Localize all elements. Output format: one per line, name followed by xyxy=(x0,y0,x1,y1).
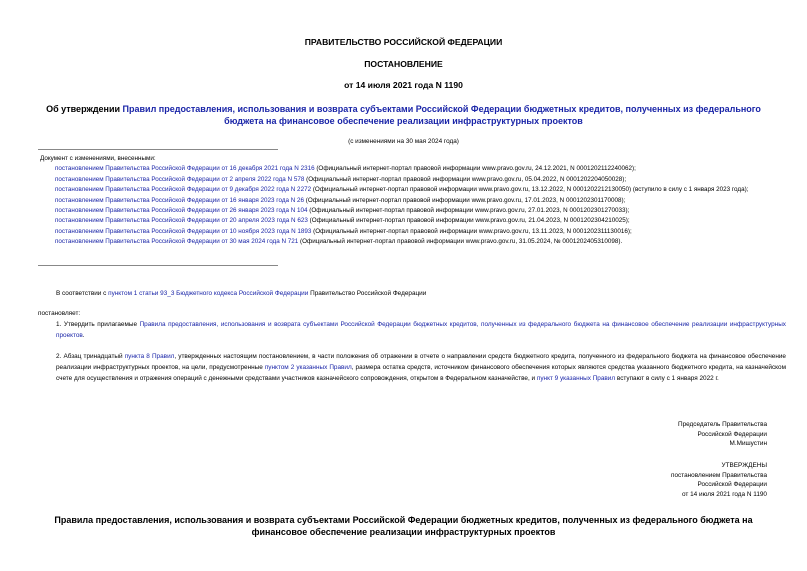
amendment-link[interactable]: постановлением Правительства Российской Федерации от 2 апреля 2022 года N 578 xyxy=(55,175,305,183)
rules-title: Правила предоставления, использования и возврата субъектами Российской Федерации бюджетных кредитов, полученных из федерального бюджета на финансовое обеспечение реализации инфраструктурных проектов xyxy=(54,515,753,537)
approval-block: УТВЕРЖДЕНЫ постановлением Правительства Российской Федерации от 14 июля 2021 года N 1190 xyxy=(671,462,767,498)
preamble: В соответствии с пунктом 1 статьи 93_3 Бюджетного кодекса Российской Федерации Правительство Российской Федерации xyxy=(56,290,427,297)
signer-name: М.Мишустин xyxy=(729,440,767,448)
divider-bottom xyxy=(38,265,278,266)
authority-heading: ПРАВИТЕЛЬСТВО РОССИЙСКОЙ ФЕДЕРАЦИИ xyxy=(304,37,503,47)
rules-link[interactable]: Правила предоставления, использования и возврата субъектами Российской Федерации бюджетных кредитов, полученных из федерального бюджета на финансовое обеспечение реализации инфраструктурных проектов xyxy=(56,321,786,339)
decides-text: постановляет: xyxy=(38,310,81,317)
doc-type-heading: ПОСТАНОВЛЕНИЕ xyxy=(364,59,443,69)
date-number-heading: от 14 июля 2021 года N 1190 xyxy=(344,80,463,90)
rules-point-8-link[interactable]: пункта 8 Правил xyxy=(124,353,175,360)
point-2: 2. Абзац тринадцатый пункта 8 Правил, утвержденных настоящим постановлением, в части положения об отражении в отчете о направлении средств бюджетного кредита, полученного из федерального бюджета на финансовое обеспечение реализации инфраструктурных проектов, на цели, предусмотренные пунктом 2 указанных Правил, размера остатка средств, источником финансового обеспечения которых являются средства указанного бюджетного кредита, на казначейском счете для осуществления и отражения операций с денежными средствами участников казначейского сопровождения, открытом в Федеральном казначействе, и пункт 9 указанных Правил вступают в силу с 1 января 2022 г. xyxy=(56,353,786,382)
amendment-link[interactable]: постановлением Правительства Российской Федерации от 20 апреля 2023 года N 623 xyxy=(55,217,308,225)
approved-label: УТВЕРЖДЕНЫ xyxy=(721,462,767,469)
amendment-item: постановлением Правительства Российской Федерации от 16 января 2023 года N 26 (Официальный интернет-портал правовой информации www.pravo.gov.ru, 17.01.2023, N 0001202301170008); xyxy=(55,196,626,204)
signer-position-2: Российской Федерации xyxy=(697,430,767,438)
budget-code-link[interactable]: пунктом 1 статьи 93_3 Бюджетного кодекса Российской Федерации xyxy=(108,290,309,297)
amendment-link[interactable]: постановлением Правительства Российской Федерации от 30 мая 2024 года N 721 xyxy=(55,238,299,246)
title-rules-link[interactable]: Правил предоставления, использования и возврата субъектами Российской Федерации бюджетных кредитов, полученных из федерального бюджета на финансовое обеспечение реализации инфраструктурных проектов xyxy=(122,104,761,126)
amendment-link[interactable]: постановлением Правительства Российской Федерации от 16 декабря 2021 года N 2316 xyxy=(55,165,315,173)
amendment-item: постановлением Правительства Российской Федерации от 26 января 2023 года N 104 (Официальный интернет-портал правовой информации www.pravo.gov.ru, 27.01.2023, N 0001202301270033); xyxy=(55,207,630,215)
amendments-intro: Документ с изменениями, внесенными: xyxy=(40,155,156,162)
point-1: 1. Утвердить прилагаемые Правила предоставления, использования и возврата субъектами Российской Федерации бюджетных кредитов, полученных из федерального бюджета на финансовое обеспечение реализации инфраструктурных проектов. xyxy=(56,321,786,339)
amendments-list xyxy=(40,154,767,248)
amendment-item: постановлением Правительства Российской Федерации от 9 декабря 2022 года N 2272 (Официальный интернет-портал правовой информации www.pravo.gov.ru, 13.12.2022, N 0001202212130050) (вступило в силу с 1 января 2023 года); xyxy=(55,186,749,194)
amendment-item: постановлением Правительства Российской Федерации от 30 мая 2024 года N 721 (Официальный интернет-портал правовой информации www.pravo.gov.ru, 31.05.2024, № 0001202405310098). xyxy=(55,238,623,246)
rules-point-9-link[interactable]: пункт 9 указанных Правил xyxy=(536,374,616,382)
amendment-link[interactable]: постановлением Правительства Российской Федерации от 16 января 2023 года N 26 xyxy=(55,196,305,204)
title-prefix: Об утверждении xyxy=(46,104,123,114)
amendment-link[interactable]: постановлением Правительства Российской Федерации от 10 ноября 2023 года N 1893 xyxy=(55,227,312,235)
amendment-link[interactable]: постановлением Правительства Российской Федерации от 9 декабря 2022 года N 2272 xyxy=(55,186,312,194)
signer-position: Председатель Правительства xyxy=(678,421,767,428)
signature-block xyxy=(678,420,767,449)
amendment-link[interactable]: постановлением Правительства Российской Федерации от 26 января 2023 года N 104 xyxy=(55,207,308,215)
amendment-item: постановлением Правительства Российской Федерации от 2 апреля 2022 года N 578 (Официальный интернет-портал правовой информации www.pravo.gov.ru, 05.04.2022, N 0001202204050028); xyxy=(55,175,627,183)
amendment-item: постановлением Правительства Российской Федерации от 20 апреля 2023 года N 623 (Официальный интернет-портал правовой информации www.pravo.gov.ru, 21.04.2023, N 0001202304210025); xyxy=(55,217,630,225)
rules-point-2-link[interactable]: пунктом 2 указанных Правил xyxy=(264,363,352,371)
amendment-item: постановлением Правительства Российской Федерации от 16 декабря 2021 года N 2316 (Официальный интернет-портал правовой информации www.pravo.gov.ru, 24.12.2021, N 0001202112240062); xyxy=(55,165,636,173)
amendment-item: постановлением Правительства Российской Федерации от 10 ноября 2023 года N 1893 (Официальный интернет-портал правовой информации www.pravo.gov.ru, 13.11.2023, N 0001202311130016); xyxy=(55,227,632,235)
divider-top xyxy=(38,149,278,150)
document-title xyxy=(40,103,767,127)
edition-note: (с изменениями на 30 мая 2024 года) xyxy=(348,138,459,145)
